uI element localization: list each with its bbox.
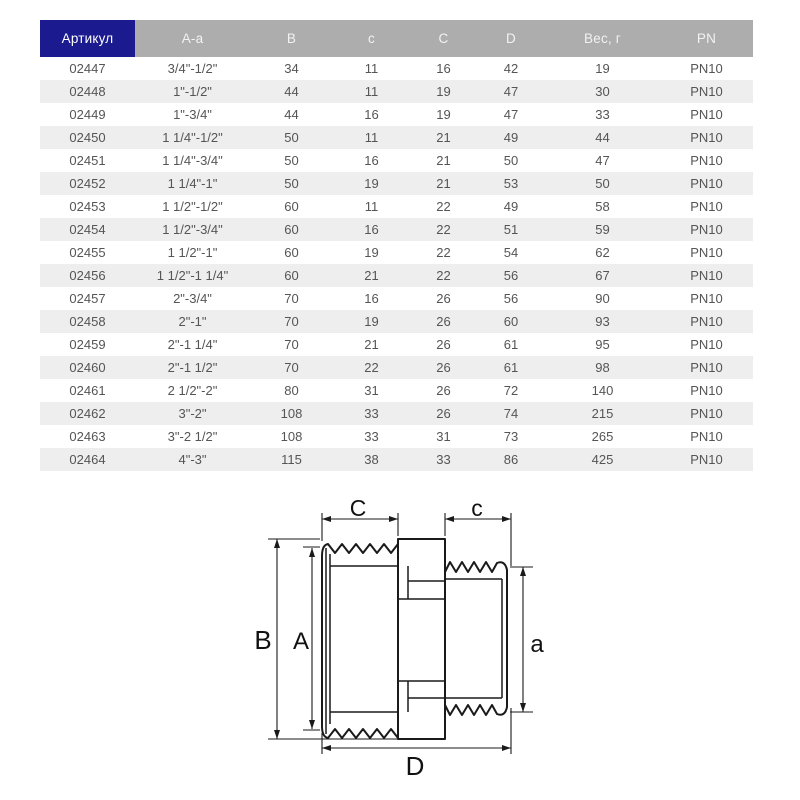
value-cell: 53 [477,172,545,195]
table-row [40,379,753,402]
value-cell: 93 [545,310,660,333]
right-body-outline [445,562,507,715]
value-cell: 11 [333,57,410,80]
value-cell: 265 [545,425,660,448]
value-cell: 11 [333,195,410,218]
value-cell: 33 [410,448,477,471]
value-cell: 1 1/2"-1 1/4" [135,264,250,287]
value-cell: PN10 [660,195,753,218]
column-header-article: Артикул [40,20,135,57]
value-cell: 80 [250,379,333,402]
value-cell: 2 1/2"-2" [135,379,250,402]
table-row [40,241,753,264]
column-header: c [333,20,410,57]
value-cell: 26 [410,333,477,356]
value-cell: 4"-3" [135,448,250,471]
value-cell: 2"-3/4" [135,287,250,310]
article-cell: 02456 [40,264,135,287]
value-cell: 140 [545,379,660,402]
value-cell: 26 [410,356,477,379]
dimension-a-small [510,567,544,712]
value-cell: PN10 [660,103,753,126]
value-cell: 21 [410,149,477,172]
value-cell: 16 [333,149,410,172]
table-row [40,103,753,126]
value-cell: 30 [545,80,660,103]
value-cell: PN10 [660,264,753,287]
dimension-c-small [445,495,511,566]
value-cell: 58 [545,195,660,218]
dimension-D [322,708,511,781]
value-cell: 19 [333,172,410,195]
value-cell: 21 [333,264,410,287]
table-body [40,57,753,471]
value-cell: 86 [477,448,545,471]
column-header: PN [660,20,753,57]
article-cell: 02448 [40,80,135,103]
value-cell: 115 [250,448,333,471]
value-cell: 31 [333,379,410,402]
value-cell: PN10 [660,379,753,402]
table-row [40,425,753,448]
value-cell: 2"-1 1/4" [135,333,250,356]
article-cell: 02457 [40,287,135,310]
table-row [40,356,753,379]
spec-table [40,20,753,471]
value-cell: PN10 [660,149,753,172]
value-cell: 95 [545,333,660,356]
value-cell: 33 [545,103,660,126]
value-cell: 22 [410,195,477,218]
table-row [40,80,753,103]
value-cell: 50 [545,172,660,195]
column-header: B [250,20,333,57]
value-cell: PN10 [660,126,753,149]
value-cell: 72 [477,379,545,402]
value-cell: 50 [250,149,333,172]
value-cell: 73 [477,425,545,448]
article-cell: 02458 [40,310,135,333]
value-cell: 21 [410,126,477,149]
value-cell: 50 [250,172,333,195]
article-cell: 02461 [40,379,135,402]
value-cell: 51 [477,218,545,241]
value-cell: 60 [250,218,333,241]
dim-label-a-small: a [530,631,544,658]
value-cell: PN10 [660,356,753,379]
dim-label-A: A [292,628,310,655]
table-row [40,172,753,195]
value-cell: 22 [410,218,477,241]
value-cell: 26 [410,402,477,425]
fitting-diagram [230,485,570,797]
value-cell: 50 [477,149,545,172]
value-cell: 11 [333,126,410,149]
dimension-A [293,547,320,730]
article-cell: 02453 [40,195,135,218]
table-row [40,264,753,287]
value-cell: 47 [477,80,545,103]
value-cell: 1 1/2"-1" [135,241,250,264]
value-cell: 49 [477,195,545,218]
value-cell: 108 [250,402,333,425]
value-cell: 1 1/4"-1" [135,172,250,195]
dim-label-B: B [254,625,272,655]
value-cell: 22 [410,264,477,287]
value-cell: 215 [545,402,660,425]
value-cell: 2"-1 1/2" [135,356,250,379]
value-cell: 1 1/4"-1/2" [135,126,250,149]
dimension-C [322,495,398,541]
dim-label-C: C [349,495,367,521]
value-cell: 34 [250,57,333,80]
column-header: А-а [135,20,250,57]
value-cell: 1 1/2"-3/4" [135,218,250,241]
value-cell: 60 [250,264,333,287]
value-cell: 42 [477,57,545,80]
value-cell: 70 [250,287,333,310]
value-cell: PN10 [660,333,753,356]
value-cell: 56 [477,287,545,310]
value-cell: 38 [333,448,410,471]
value-cell: 60 [250,195,333,218]
value-cell: 70 [250,310,333,333]
table-row [40,402,753,425]
table-row [40,218,753,241]
value-cell: 44 [250,80,333,103]
table-row [40,287,753,310]
value-cell: 26 [410,310,477,333]
article-cell: 02464 [40,448,135,471]
value-cell: 47 [477,103,545,126]
value-cell: 19 [410,103,477,126]
value-cell: 33 [333,402,410,425]
value-cell: 3"-2 1/2" [135,425,250,448]
value-cell: 2"-1" [135,310,250,333]
value-cell: 16 [333,103,410,126]
table-row [40,333,753,356]
table-header-row [40,20,753,57]
spec-table-section [40,20,753,471]
value-cell: 16 [333,218,410,241]
value-cell: 98 [545,356,660,379]
value-cell: 19 [333,310,410,333]
table-row [40,149,753,172]
article-cell: 02462 [40,402,135,425]
article-cell: 02460 [40,356,135,379]
column-header: Вес, г [545,20,660,57]
value-cell: 425 [545,448,660,471]
value-cell: 26 [410,287,477,310]
value-cell: 70 [250,356,333,379]
article-cell: 02463 [40,425,135,448]
value-cell: 1 1/4"-3/4" [135,149,250,172]
article-cell: 02452 [40,172,135,195]
value-cell: 56 [477,264,545,287]
value-cell: 59 [545,218,660,241]
value-cell: 22 [410,241,477,264]
table-row [40,57,753,80]
value-cell: 22 [333,356,410,379]
value-cell: 1 1/2"-1/2" [135,195,250,218]
value-cell: 74 [477,402,545,425]
value-cell: 19 [545,57,660,80]
value-cell: 50 [250,126,333,149]
value-cell: 1"-3/4" [135,103,250,126]
value-cell: 108 [250,425,333,448]
value-cell: 33 [333,425,410,448]
value-cell: PN10 [660,287,753,310]
article-cell: 02449 [40,103,135,126]
article-cell: 02447 [40,57,135,80]
value-cell: PN10 [660,218,753,241]
article-cell: 02450 [40,126,135,149]
value-cell: 3/4"-1/2" [135,57,250,80]
value-cell: 60 [250,241,333,264]
value-cell: 21 [410,172,477,195]
column-header: C [410,20,477,57]
value-cell: 54 [477,241,545,264]
fitting-diagram-svg [230,485,570,797]
left-body-outline [322,544,398,738]
value-cell: 44 [545,126,660,149]
table-row [40,310,753,333]
value-cell: 11 [333,80,410,103]
value-cell: PN10 [660,425,753,448]
value-cell: 26 [410,379,477,402]
value-cell: 19 [410,80,477,103]
value-cell: PN10 [660,80,753,103]
value-cell: 19 [333,241,410,264]
value-cell: 16 [410,57,477,80]
table-row [40,195,753,218]
value-cell: 60 [477,310,545,333]
dim-label-D: D [405,751,425,781]
value-cell: PN10 [660,448,753,471]
value-cell: PN10 [660,57,753,80]
value-cell: 61 [477,356,545,379]
dim-label-c-small: c [471,495,483,521]
value-cell: 21 [333,333,410,356]
value-cell: 16 [333,287,410,310]
value-cell: 1"-1/2" [135,80,250,103]
value-cell: 3"-2" [135,402,250,425]
table-row [40,126,753,149]
article-cell: 02455 [40,241,135,264]
value-cell: 90 [545,287,660,310]
value-cell: PN10 [660,310,753,333]
union-nut-outline [398,539,445,739]
value-cell: 70 [250,333,333,356]
value-cell: 44 [250,103,333,126]
article-cell: 02451 [40,149,135,172]
table-row [40,448,753,471]
value-cell: 47 [545,149,660,172]
article-cell: 02459 [40,333,135,356]
value-cell: PN10 [660,241,753,264]
value-cell: PN10 [660,402,753,425]
article-cell: 02454 [40,218,135,241]
value-cell: 31 [410,425,477,448]
value-cell: 61 [477,333,545,356]
column-header: D [477,20,545,57]
value-cell: 49 [477,126,545,149]
value-cell: PN10 [660,172,753,195]
value-cell: 67 [545,264,660,287]
value-cell: 62 [545,241,660,264]
